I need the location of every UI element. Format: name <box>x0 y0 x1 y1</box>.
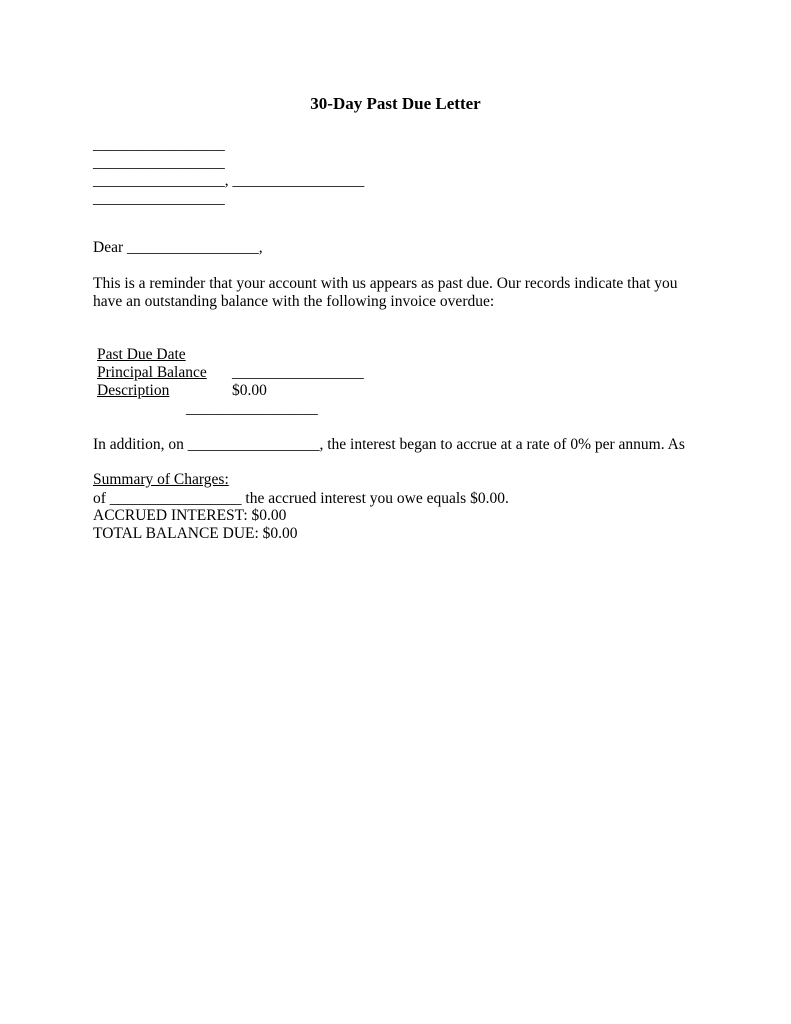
recipient-address <box>93 136 364 208</box>
summary-heading: Summary of Charges: <box>93 471 229 488</box>
address-line: _________________ <box>93 190 225 207</box>
interest-line: of _________________ the accrued interest you owe equals $0.00. <box>93 490 509 507</box>
detail-label: Principal Balance <box>97 364 207 381</box>
detail-value: $0.00 <box>232 382 267 399</box>
detail-value: _________________ <box>232 364 364 381</box>
address-line: _________________ <box>93 154 225 171</box>
page-title: 30-Day Past Due Letter <box>310 94 481 113</box>
greeting: Dear _________________, <box>93 239 263 256</box>
detail-value: _________________ <box>186 400 318 417</box>
invoice-details <box>97 328 364 417</box>
summary-line-accrued-interest: ACCRUED INTEREST: $0.00 <box>93 507 287 524</box>
summary-of-charges <box>93 507 298 543</box>
address-line: _________________, _________________ <box>93 172 365 189</box>
intro-paragraph: This is a reminder that your account with us appears as past due. Our records indicate that you have an outstanding balance with the following invoice overdue: <box>93 275 678 310</box>
interest-line: In addition, on _________________, the interest began to accrue at a rate of 0% per annum. As <box>93 436 685 453</box>
detail-label: Past Due Date <box>97 346 186 363</box>
detail-label: Description <box>97 382 170 399</box>
summary-line-total-balance: TOTAL BALANCE DUE: $0.00 <box>93 525 298 542</box>
address-line: _________________ <box>93 136 225 153</box>
